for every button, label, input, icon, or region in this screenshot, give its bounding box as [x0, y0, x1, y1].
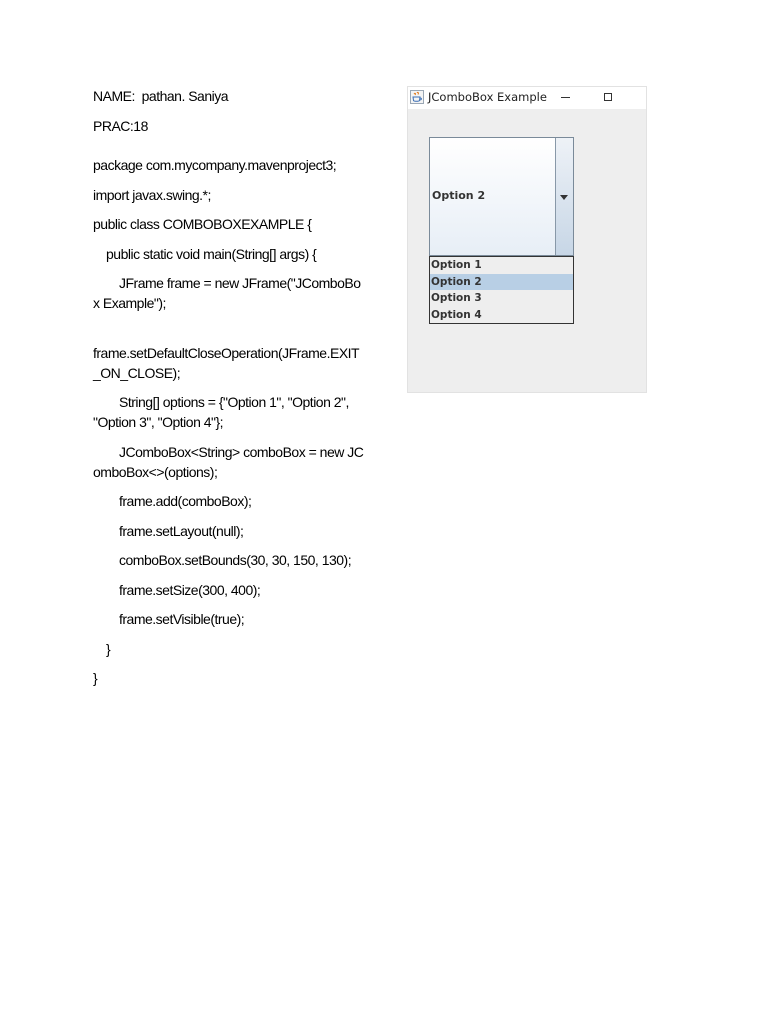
combo-box[interactable] — [429, 137, 574, 256]
code-line: frame.add(comboBox); — [119, 493, 252, 509]
document-text — [93, 86, 365, 698]
window-title: JComboBox Example — [428, 90, 547, 104]
code-line: } — [93, 670, 98, 686]
code-line: frame.setDefaultCloseOperation(JFrame.EXIT_ON_CLOSE); — [93, 344, 360, 381]
combo-option-highlighted[interactable]: Option 2 — [430, 274, 573, 291]
java-coffee-icon — [410, 90, 424, 104]
minimize-icon — [561, 97, 570, 98]
code-line: import javax.swing.*; — [93, 186, 211, 203]
combo-popup-list — [429, 256, 574, 324]
code-line: frame.setVisible(true); — [119, 611, 245, 627]
code-line: public class COMBOBOXEXAMPLE { — [93, 216, 312, 232]
jcombobox-window — [407, 86, 647, 393]
code-line: } — [106, 640, 111, 657]
maximize-button[interactable] — [600, 87, 616, 107]
window-titlebar[interactable] — [408, 87, 646, 109]
code-line: public static void main(String[] args) { — [106, 245, 317, 262]
combo-option[interactable]: Option 3 — [431, 292, 482, 304]
combo-selected-value: Option 2 — [432, 189, 486, 202]
code-line: String[] options = {"Option 1", "Option 2", "Option 3", "Option 4"}; — [93, 394, 353, 430]
code-line: frame.setLayout(null); — [119, 522, 244, 539]
chevron-down-icon — [560, 195, 568, 200]
practical-number: PRAC:18 — [93, 117, 148, 134]
code-line: package com.mycompany.mavenproject3; — [93, 157, 337, 173]
maximize-icon — [604, 93, 612, 101]
code-line: JComboBox<String> comboBox = new JComboBox<>(options); — [93, 443, 364, 480]
combo-option[interactable]: Option 1 — [431, 259, 482, 271]
code-line: JFrame frame = new JFrame("JComboBox Example"); — [93, 275, 361, 311]
code-line: frame.setSize(300, 400); — [119, 581, 261, 598]
code-line: comboBox.setBounds(30, 30, 150, 130); — [119, 552, 352, 568]
minimize-button[interactable] — [558, 87, 572, 107]
combo-option[interactable]: Option 4 — [431, 308, 482, 321]
combo-dropdown-button[interactable] — [555, 138, 573, 255]
student-name: NAME: pathan. Saniya — [93, 88, 229, 104]
